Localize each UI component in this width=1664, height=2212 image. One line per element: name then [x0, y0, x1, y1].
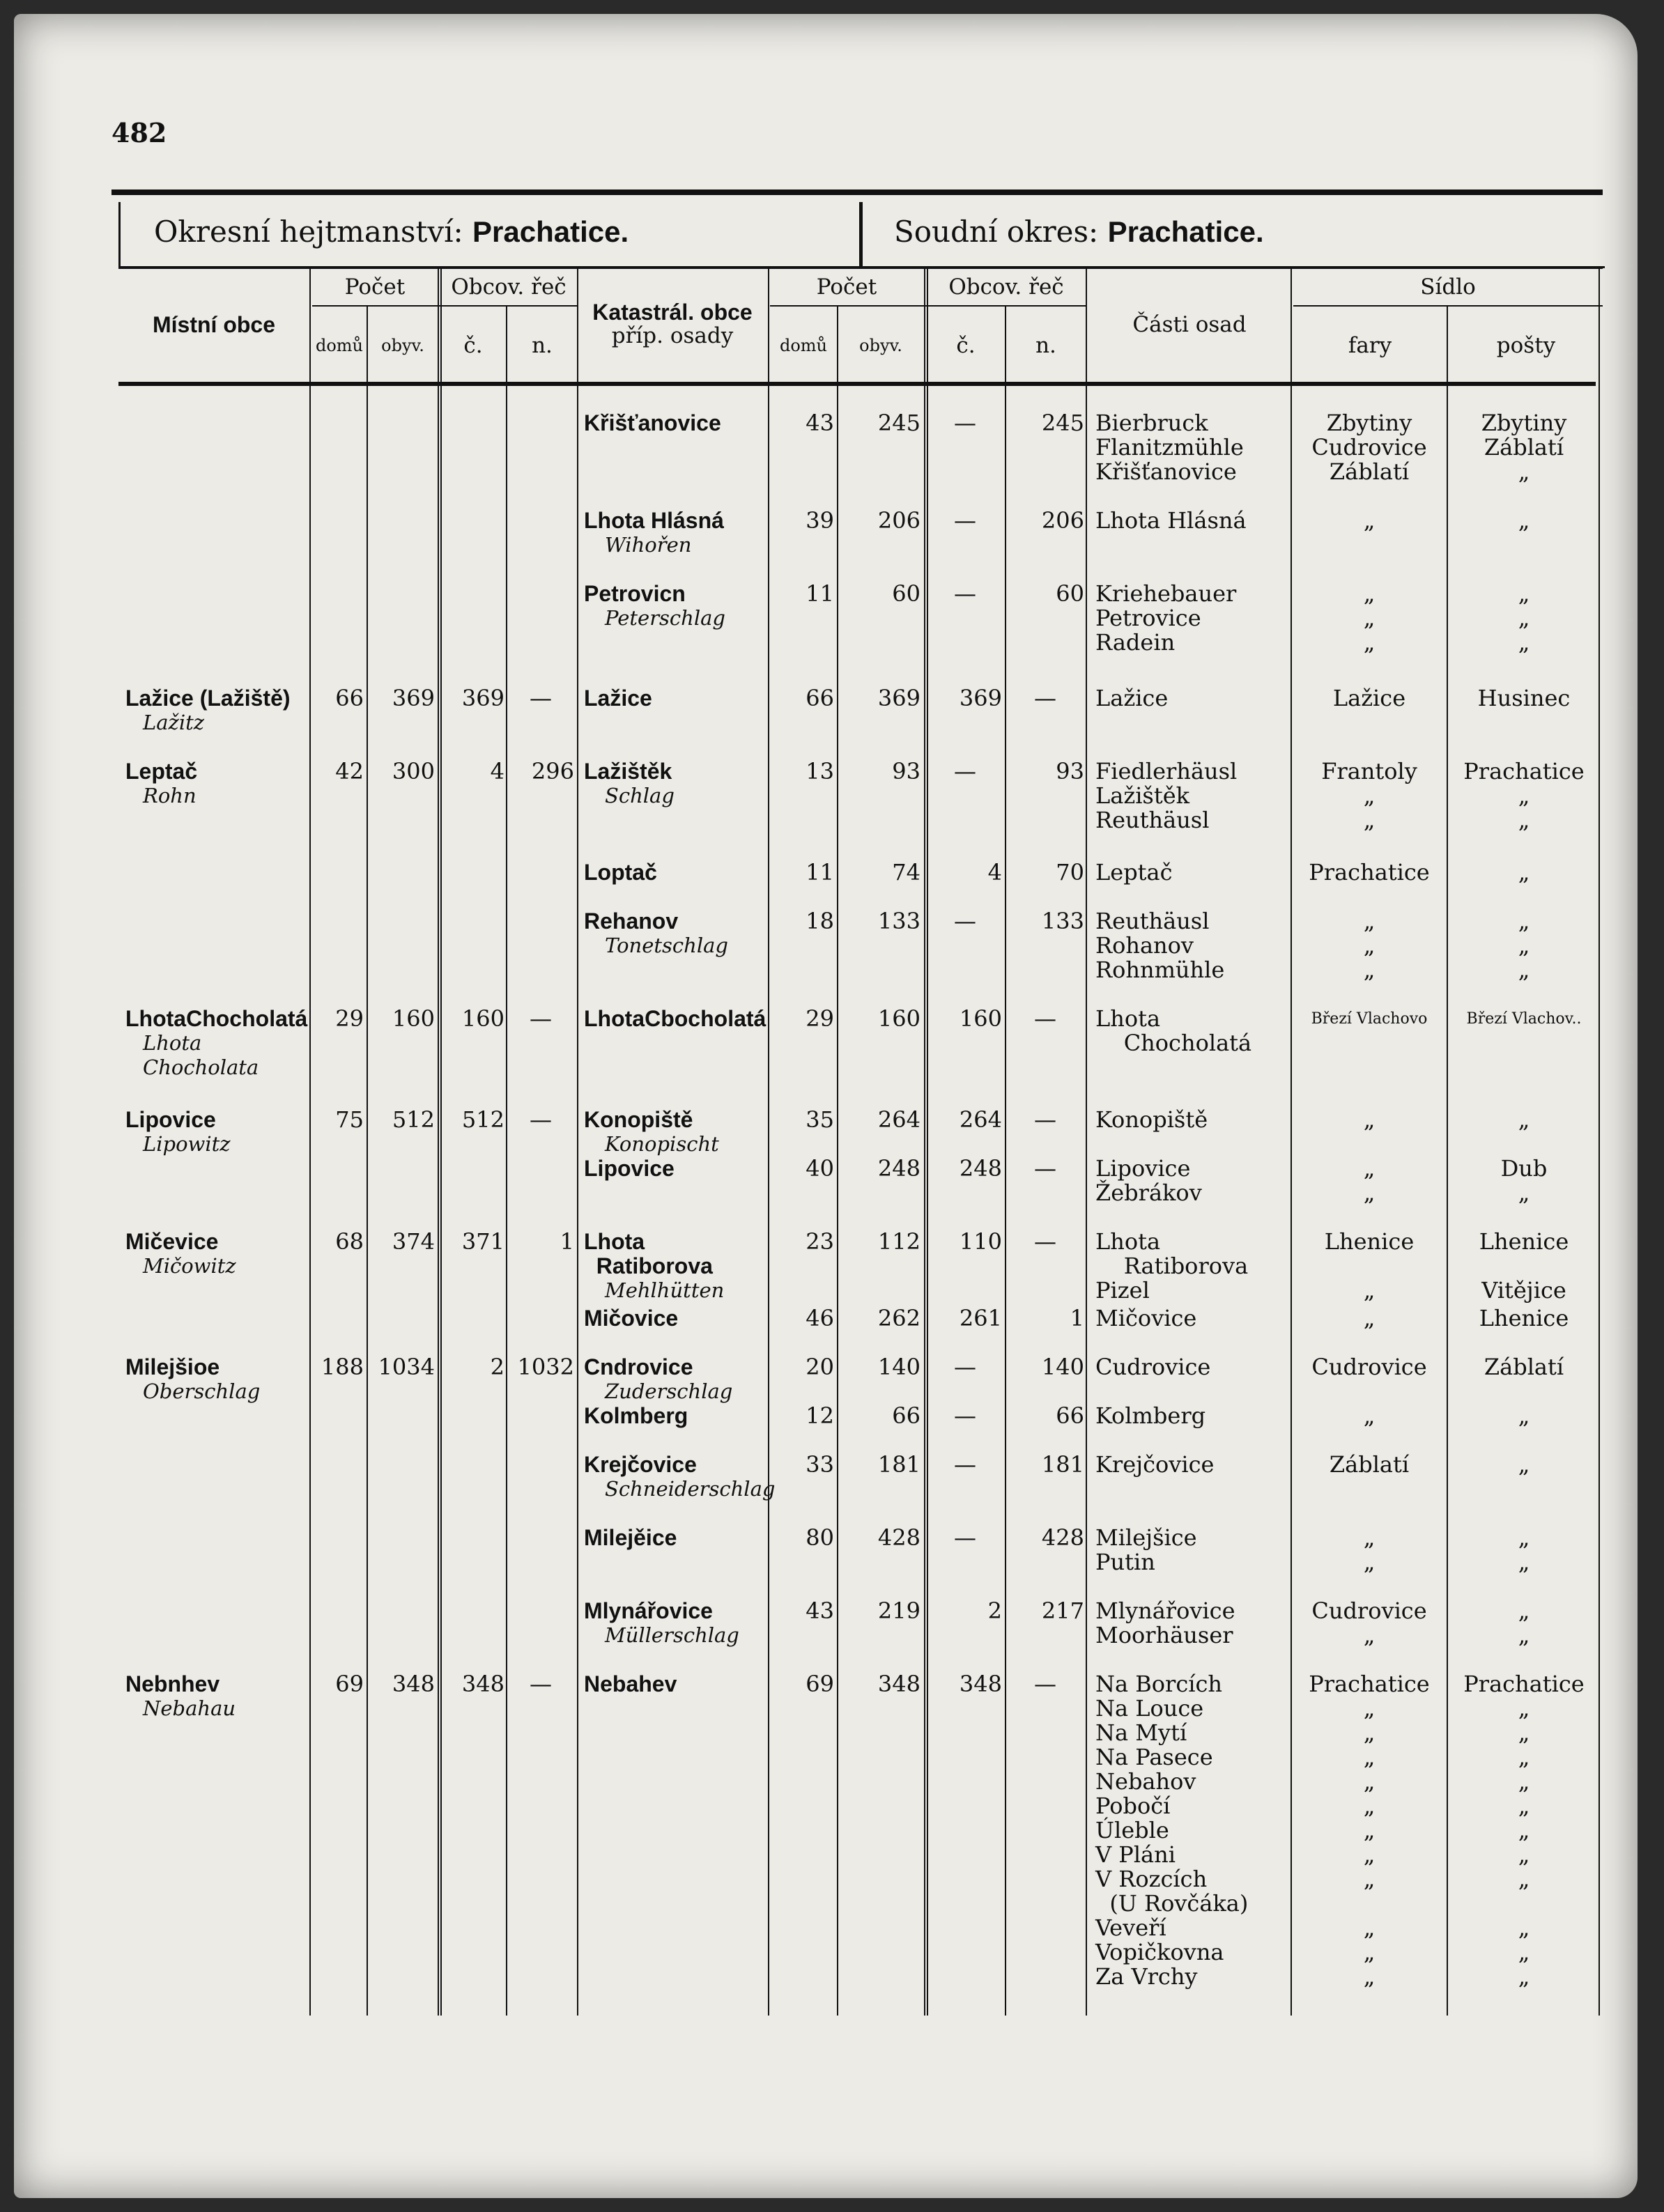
okres-value: Prachatice. — [472, 215, 629, 248]
col-obcov-2: Obcov. řeč — [948, 274, 1064, 300]
cell-d: 69 — [335, 1671, 364, 1697]
cell-obec: Milejšioe — [125, 1354, 220, 1379]
cell-obec: Nebnhev — [125, 1671, 220, 1696]
cell-obec_de: Mičowitz — [143, 1254, 236, 1278]
cell-kat: Petrovicn — [584, 581, 686, 606]
page-number: 482 — [111, 117, 167, 148]
cell-obec_de: Rohn — [143, 784, 197, 807]
cell-d: 29 — [335, 1005, 364, 1032]
col-casti-osad: Části osad — [1132, 312, 1247, 337]
col-posty: pošty — [1496, 333, 1556, 358]
grid-line — [438, 267, 439, 2016]
cell-obec: Mičevice — [125, 1229, 219, 1254]
cell-posty: „ — [1518, 859, 1530, 885]
col-n-1: n. — [532, 333, 553, 358]
col-sidlo: Sídlo — [1420, 274, 1476, 300]
soud-value: Prachatice. — [1107, 215, 1264, 248]
cell-kn: — — [1034, 1671, 1056, 1697]
cell-fary: Prachatice „ „ „ „ „ „ „ „ „ „ „ — [1309, 1671, 1430, 1990]
cell-o: 160 — [392, 1005, 435, 1032]
cell-d: 66 — [335, 685, 364, 711]
col-fary: fary — [1348, 333, 1392, 358]
cell-casti: Kolmberg — [1095, 1402, 1206, 1429]
col-obyv-2: obyv. — [859, 336, 902, 355]
cell-ko: 206 — [877, 507, 920, 534]
cell-ko: 74 — [892, 859, 920, 885]
cell-kat: Milejěice — [584, 1525, 677, 1550]
cell-posty: „ — [1518, 1451, 1530, 1478]
cell-kc: 264 — [959, 1106, 1002, 1133]
cell-ko: 219 — [877, 1598, 920, 1624]
cell-c: 348 — [461, 1671, 504, 1697]
cell-ko: 262 — [877, 1305, 920, 1331]
cell-posty: Zbytiny Záblatí „ — [1481, 410, 1567, 485]
col-katastral-2: příp. osady — [611, 323, 734, 348]
cell-posty: „ „ „ — [1518, 908, 1530, 983]
cell-fary: „ — [1363, 1305, 1376, 1331]
cell-kc: — — [954, 1354, 976, 1380]
cell-n: — — [530, 1671, 552, 1697]
cell-n: 1 — [560, 1228, 574, 1255]
cell-casti: Lhota Chocholatá — [1095, 1005, 1252, 1056]
cell-c: 369 — [461, 685, 504, 711]
cell-ko: 160 — [877, 1005, 920, 1032]
cell-kc: 248 — [959, 1155, 1002, 1182]
cell-ko: 369 — [877, 685, 920, 711]
cell-kc: — — [954, 410, 976, 436]
cell-fary: Zbytiny Cudrovice Záblatí — [1311, 410, 1427, 485]
cell-n: 1032 — [517, 1354, 574, 1380]
cell-o: 300 — [392, 758, 435, 784]
cell-kat: Kolmberg — [584, 1403, 688, 1428]
cell-fary: „ „ — [1363, 1155, 1376, 1206]
col-katastral-1: Katastrál. obce — [592, 300, 753, 325]
cell-kd: 35 — [806, 1106, 834, 1133]
cell-kat_de: Mehlhütten — [605, 1278, 725, 1302]
cell-n: — — [530, 1005, 552, 1032]
cell-fary: Prachatice — [1309, 859, 1430, 885]
cell-kc: 369 — [959, 685, 1002, 711]
cell-kn: — — [1034, 1005, 1056, 1032]
cell-ko: 133 — [877, 908, 920, 934]
cell-fary: Březí Vlachovo — [1311, 1010, 1428, 1028]
cell-posty: Březí Vlachov.. — [1466, 1010, 1582, 1028]
cell-kd: 43 — [806, 1598, 834, 1624]
cell-kn: 206 — [1041, 507, 1084, 534]
cell-o: 512 — [392, 1106, 435, 1133]
cell-kd: 29 — [806, 1005, 834, 1032]
cell-o: 369 — [392, 685, 435, 711]
cell-kn: 66 — [1056, 1402, 1084, 1429]
cell-fary: „ — [1363, 1402, 1376, 1429]
cell-kc: 2 — [987, 1598, 1002, 1624]
grid-line — [768, 267, 769, 2016]
cell-kc: — — [954, 507, 976, 534]
cell-kn: 181 — [1041, 1451, 1084, 1478]
header-separator — [859, 202, 863, 266]
cell-kn: 245 — [1041, 410, 1084, 436]
okres-label: Okresní hejtmanství: — [154, 215, 473, 249]
district-header — [118, 202, 1605, 268]
cell-posty: „ — [1518, 507, 1530, 534]
cell-ko: 264 — [877, 1106, 920, 1133]
cell-casti: Mičovice — [1095, 1305, 1197, 1331]
cell-casti: Na Borcích Na Louce Na Mytí Na Pasece Nebahov Pobočí Úleble V Pláni V Rozcích (U Rovčáka) Veveří Vopičkovna Za Vrchy — [1095, 1671, 1249, 1990]
cell-kat_de: Müllerschlag — [605, 1623, 739, 1647]
cell-obec_de: Lhota Chocholata — [143, 1031, 259, 1079]
cell-ko: 112 — [877, 1228, 920, 1255]
cell-kn: 133 — [1041, 908, 1084, 934]
cell-fary: „ — [1363, 1106, 1376, 1133]
cell-casti: Milejšice Putin — [1095, 1524, 1197, 1575]
grid-line — [1447, 305, 1448, 2016]
cell-posty: Prachatice „ „ „ „ „ „ „ „ „ „ „ — [1463, 1671, 1585, 1990]
cell-kn: 428 — [1041, 1524, 1084, 1551]
top-rule — [111, 190, 1603, 195]
cell-kat_de: Schlag — [605, 784, 675, 807]
cell-kd: 11 — [806, 580, 834, 607]
cell-kn: — — [1034, 1155, 1056, 1182]
cell-ko: 66 — [892, 1402, 920, 1429]
cell-kat: Mlynářovice — [584, 1598, 713, 1623]
grid-line — [1598, 267, 1600, 2016]
cell-kn: — — [1034, 1106, 1056, 1133]
cell-fary: Lhenice „ — [1324, 1228, 1415, 1304]
cell-c: 371 — [461, 1228, 504, 1255]
cell-kd: 20 — [806, 1354, 834, 1380]
cell-kd: 11 — [806, 859, 834, 885]
cell-kat_de: Zuderschlag — [605, 1379, 733, 1403]
cell-kat: Konopiště — [584, 1107, 693, 1132]
cell-fary: Cudrovice „ — [1311, 1598, 1427, 1648]
cell-casti: Lhota Hlásná — [1095, 507, 1247, 534]
cell-d: 68 — [335, 1228, 364, 1255]
cell-ko: 140 — [877, 1354, 920, 1380]
cell-kat: LhotaCbocholatá — [584, 1006, 766, 1031]
cell-fary: „ „ — [1363, 1524, 1376, 1575]
cell-kat_de: Schneiderschlag — [605, 1477, 776, 1501]
cell-posty: Lhenice — [1479, 1305, 1569, 1331]
cell-kn: — — [1034, 685, 1056, 711]
cell-ko: 248 — [877, 1155, 920, 1182]
cell-ko: 93 — [892, 758, 920, 784]
cell-kat: Lažice — [584, 686, 652, 711]
cell-kc: — — [954, 580, 976, 607]
cell-kn: 140 — [1041, 1354, 1084, 1380]
grid-line — [1291, 267, 1292, 2016]
cell-casti: Kriehebauer Petrovice Radein — [1095, 580, 1237, 656]
header-rule-top — [118, 267, 1603, 269]
header-rule-bottom — [118, 382, 1596, 386]
cell-n: — — [530, 685, 552, 711]
cell-c: 160 — [461, 1005, 504, 1032]
cell-kat: Lhota Hlásná — [584, 508, 724, 533]
cell-c: 2 — [490, 1354, 504, 1380]
col-c-2: č. — [956, 333, 976, 358]
okres-heading — [154, 215, 629, 249]
cell-ko: 181 — [877, 1451, 920, 1478]
cell-kat: Nebahev — [584, 1671, 677, 1696]
cell-fary: Záblatí — [1329, 1451, 1410, 1478]
cell-obec: Lažice (Lažiště) — [125, 686, 291, 711]
header-subrule — [1293, 305, 1603, 307]
cell-kd: 12 — [806, 1402, 834, 1429]
cell-posty: Prachatice „ „ — [1463, 758, 1585, 833]
cell-kd: 43 — [806, 410, 834, 436]
cell-fary: „ „ „ — [1363, 580, 1376, 656]
grid-line — [1086, 267, 1087, 2016]
col-domu-1: domů — [315, 336, 364, 355]
cell-kc: 261 — [959, 1305, 1002, 1331]
cell-kat: Krejčovice — [584, 1452, 697, 1477]
cell-kd: 23 — [806, 1228, 834, 1255]
cell-obec: Lipovice — [125, 1107, 216, 1132]
cell-kc: — — [954, 1402, 976, 1429]
col-domu-2: domů — [779, 336, 828, 355]
grid-line — [440, 267, 442, 2016]
cell-casti: Mlynářovice Moorhäuser — [1095, 1598, 1235, 1648]
grid-line — [367, 305, 368, 2016]
cell-obec: Leptač — [125, 759, 198, 784]
col-mistni-obce: Místní obce — [152, 312, 275, 337]
cell-kd: 69 — [806, 1671, 834, 1697]
cell-obec_de: Nebahau — [143, 1696, 236, 1720]
cell-kd: 40 — [806, 1155, 834, 1182]
cell-kc: 110 — [959, 1228, 1002, 1255]
col-pocet-2: Počet — [816, 274, 877, 300]
cell-casti: Lhota Ratiborova Pizel — [1095, 1228, 1249, 1304]
grid-line — [924, 267, 925, 2016]
cell-o: 374 — [392, 1228, 435, 1255]
cell-casti: Cudrovice — [1095, 1354, 1211, 1380]
cell-casti: Leptač — [1095, 859, 1173, 885]
soud-heading — [894, 215, 1264, 249]
cell-obec: LhotaChocholatá — [125, 1006, 308, 1031]
cell-kat: Lipovice — [584, 1156, 675, 1181]
cell-kc: — — [954, 1524, 976, 1551]
grid-line — [309, 267, 311, 2016]
cell-casti: Bierbruck Flanitzmühle Křišťanovice — [1095, 410, 1244, 485]
cell-kat: Loptač — [584, 860, 657, 885]
cell-kd: 33 — [806, 1451, 834, 1478]
cell-casti: Konopiště — [1095, 1106, 1208, 1133]
cell-c: 4 — [490, 758, 504, 784]
cell-kc: — — [954, 1451, 976, 1478]
grid-line — [577, 267, 578, 2016]
header-subrule — [312, 305, 577, 307]
cell-kc: — — [954, 908, 976, 934]
cell-posty: Záblatí — [1484, 1354, 1564, 1380]
cell-ko: 348 — [877, 1671, 920, 1697]
cell-kd: 13 — [806, 758, 834, 784]
cell-kat: Rehanov — [584, 908, 679, 934]
cell-n: 296 — [531, 758, 574, 784]
cell-posty: „ „ — [1518, 1524, 1530, 1575]
cell-kn: 60 — [1056, 580, 1084, 607]
cell-obec_de: Oberschlag — [143, 1379, 261, 1403]
cell-fary: Frantoly „ „ — [1321, 758, 1417, 833]
cell-c: 512 — [461, 1106, 504, 1133]
cell-fary: „ „ „ — [1363, 908, 1376, 983]
cell-kat: Mičovice — [584, 1306, 679, 1331]
cell-kat_de: Tonetschlag — [605, 934, 728, 957]
cell-obec_de: Lipowitz — [143, 1132, 231, 1156]
cell-kc: 4 — [987, 859, 1002, 885]
cell-kat: Cndrovice — [584, 1354, 693, 1379]
cell-obec_de: Lažitz — [143, 711, 205, 734]
cell-ko: 428 — [877, 1524, 920, 1551]
cell-ko: 245 — [877, 410, 920, 436]
col-obcov-1: Obcov. řeč — [451, 274, 567, 300]
cell-kd: 39 — [806, 507, 834, 534]
cell-casti: Fiedlerhäusl Lažištěk Reuthäusl — [1095, 758, 1238, 833]
cell-posty: Dub „ — [1500, 1155, 1548, 1206]
cell-kd: 66 — [806, 685, 834, 711]
cell-kc: 160 — [959, 1005, 1002, 1032]
cell-ko: 60 — [892, 580, 920, 607]
cell-kat: Lhota Ratiborova — [584, 1229, 713, 1278]
cell-posty: „ — [1518, 1402, 1530, 1429]
cell-d: 75 — [335, 1106, 364, 1133]
cell-d: 42 — [335, 758, 364, 784]
cell-casti: Lipovice Žebrákov — [1095, 1155, 1202, 1206]
col-pocet-1: Počet — [344, 274, 406, 300]
col-obyv-1: obyv. — [381, 336, 424, 355]
cell-o: 348 — [392, 1671, 435, 1697]
cell-posty: „ „ — [1518, 1598, 1530, 1648]
cell-kat: Křišťanovice — [584, 410, 721, 435]
cell-fary: Cudrovice — [1311, 1354, 1427, 1380]
cell-casti: Reuthäusl Rohanov Rohnmühle — [1095, 908, 1225, 983]
cell-kn: — — [1034, 1228, 1056, 1255]
cell-fary: Lažice — [1332, 685, 1406, 711]
cell-o: 1034 — [378, 1354, 435, 1380]
cell-kn: 217 — [1041, 1598, 1084, 1624]
cell-kn: 93 — [1056, 758, 1084, 784]
cell-kd: 18 — [806, 908, 834, 934]
cell-kd: 80 — [806, 1524, 834, 1551]
cell-posty: „ — [1518, 1106, 1530, 1133]
cell-posty: Husinec — [1477, 685, 1571, 711]
cell-kat_de: Wihořen — [605, 533, 692, 557]
cell-casti: Krejčovice — [1095, 1451, 1215, 1478]
cell-kd: 46 — [806, 1305, 834, 1331]
col-n-2: n. — [1035, 333, 1056, 358]
cell-posty: „ „ „ — [1518, 580, 1530, 656]
col-c-1: č. — [463, 333, 483, 358]
cell-kat_de: Peterschlag — [605, 606, 725, 630]
cell-fary: „ — [1363, 507, 1376, 534]
cell-d: 188 — [321, 1354, 364, 1380]
cell-casti: Lažice — [1095, 685, 1169, 711]
cell-kc: — — [954, 758, 976, 784]
grid-line — [506, 305, 507, 2016]
cell-posty: Lhenice Vitějice — [1479, 1228, 1569, 1304]
cell-kat_de: Konopischt — [605, 1132, 719, 1156]
cell-n: — — [530, 1106, 552, 1133]
cell-kat: Lažištěk — [584, 759, 672, 784]
cell-kn: 1 — [1070, 1305, 1084, 1331]
soud-label: Soudní okres: — [894, 215, 1108, 249]
cell-kn: 70 — [1056, 859, 1084, 885]
cell-kc: 348 — [959, 1671, 1002, 1697]
